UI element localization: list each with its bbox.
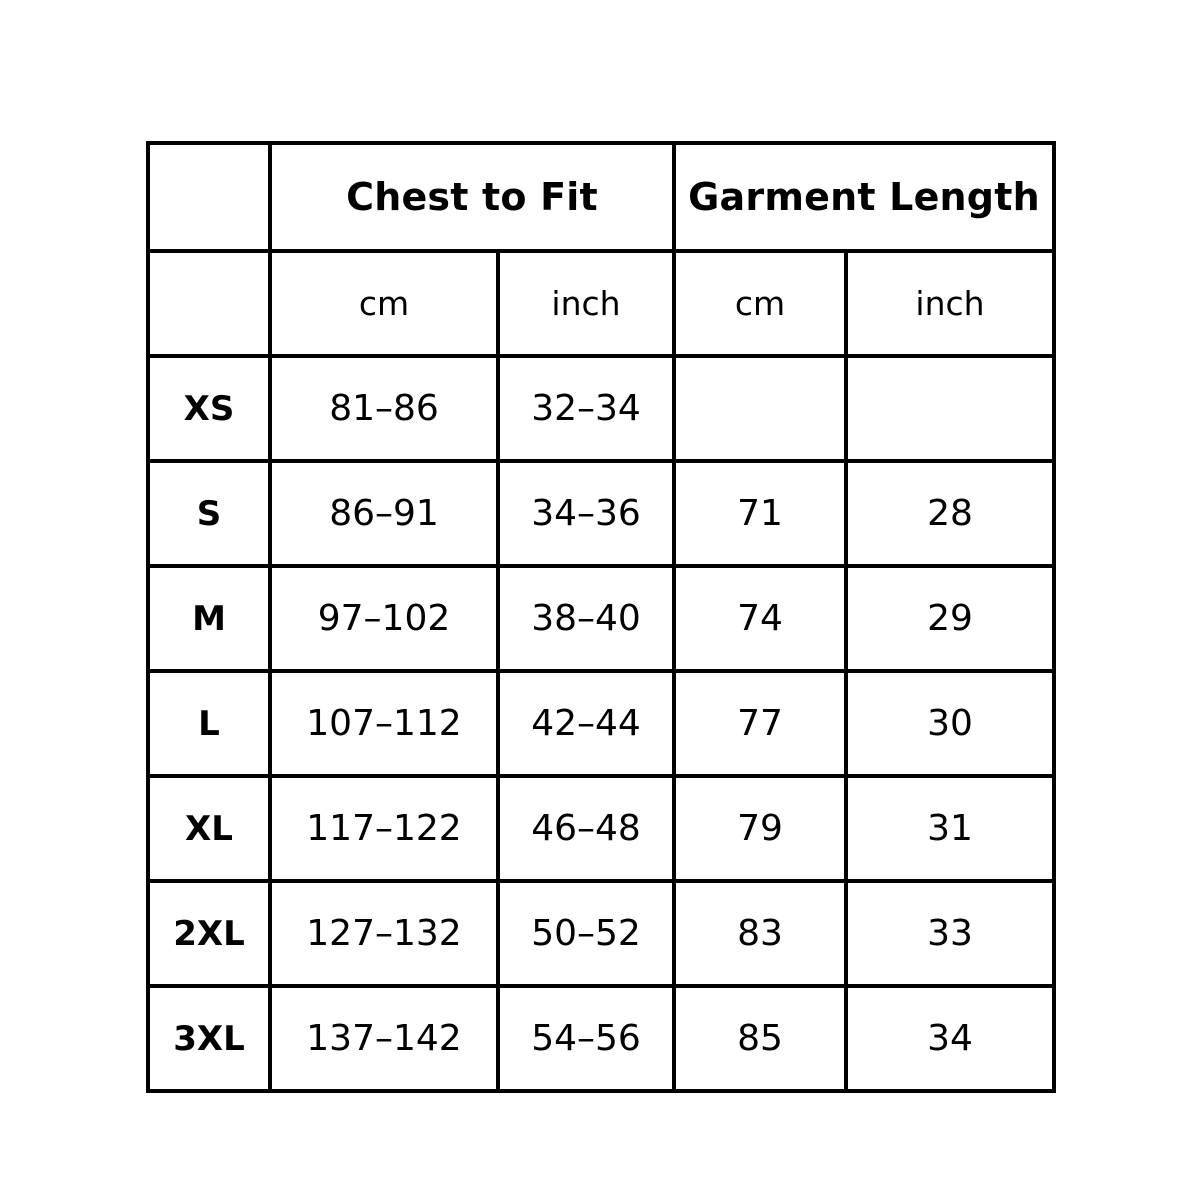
- cell-chest-cm: 97–102: [270, 566, 498, 671]
- cell-length-cm: 79: [674, 776, 846, 881]
- row-size-label: 3XL: [148, 986, 270, 1091]
- table-row: [148, 671, 1054, 776]
- row-size-label: 2XL: [148, 881, 270, 986]
- column-group-garment-length: Garment Length: [674, 143, 1054, 251]
- table-row: [148, 986, 1054, 1091]
- cell-length-inch: 30: [846, 671, 1054, 776]
- cell-length-cm: 74: [674, 566, 846, 671]
- cell-chest-inch: 54–56: [498, 986, 674, 1091]
- cell-chest-cm: 81–86: [270, 356, 498, 461]
- cell-chest-cm: 117–122: [270, 776, 498, 881]
- row-size-label: M: [148, 566, 270, 671]
- cell-chest-inch: 42–44: [498, 671, 674, 776]
- table-unit-header-row: [148, 251, 1054, 356]
- table-row: [148, 566, 1054, 671]
- cell-length-inch: 28: [846, 461, 1054, 566]
- cell-length-inch: 29: [846, 566, 1054, 671]
- unit-length-inch: inch: [846, 251, 1054, 356]
- cell-chest-inch: 32–34: [498, 356, 674, 461]
- cell-length-inch: 31: [846, 776, 1054, 881]
- cell-length-cm: 71: [674, 461, 846, 566]
- table-group-header-row: [148, 143, 1054, 251]
- cell-chest-inch: 46–48: [498, 776, 674, 881]
- table-row: [148, 776, 1054, 881]
- table-corner-blank: [148, 143, 270, 251]
- unit-length-cm: cm: [674, 251, 846, 356]
- cell-chest-inch: 38–40: [498, 566, 674, 671]
- cell-length-inch: 33: [846, 881, 1054, 986]
- table-row: [148, 881, 1054, 986]
- cell-length-cm: 83: [674, 881, 846, 986]
- unit-chest-inch: inch: [498, 251, 674, 356]
- cell-length-inch: 34: [846, 986, 1054, 1091]
- cell-chest-cm: 86–91: [270, 461, 498, 566]
- unit-chest-cm: cm: [270, 251, 498, 356]
- table-row: [148, 461, 1054, 566]
- row-size-label: XS: [148, 356, 270, 461]
- cell-chest-cm: 127–132: [270, 881, 498, 986]
- cell-length-cm: 85: [674, 986, 846, 1091]
- cell-chest-cm: 107–112: [270, 671, 498, 776]
- cell-chest-inch: 50–52: [498, 881, 674, 986]
- cell-length-inch: [846, 356, 1054, 461]
- table-row: [148, 356, 1054, 461]
- cell-chest-cm: 137–142: [270, 986, 498, 1091]
- column-group-chest-to-fit: Chest to Fit: [270, 143, 674, 251]
- cell-chest-inch: 34–36: [498, 461, 674, 566]
- size-chart-table: [146, 141, 1056, 1093]
- row-size-label: XL: [148, 776, 270, 881]
- row-size-label: L: [148, 671, 270, 776]
- cell-length-cm: [674, 356, 846, 461]
- row-size-label: S: [148, 461, 270, 566]
- cell-length-cm: 77: [674, 671, 846, 776]
- table-corner-blank-2: [148, 251, 270, 356]
